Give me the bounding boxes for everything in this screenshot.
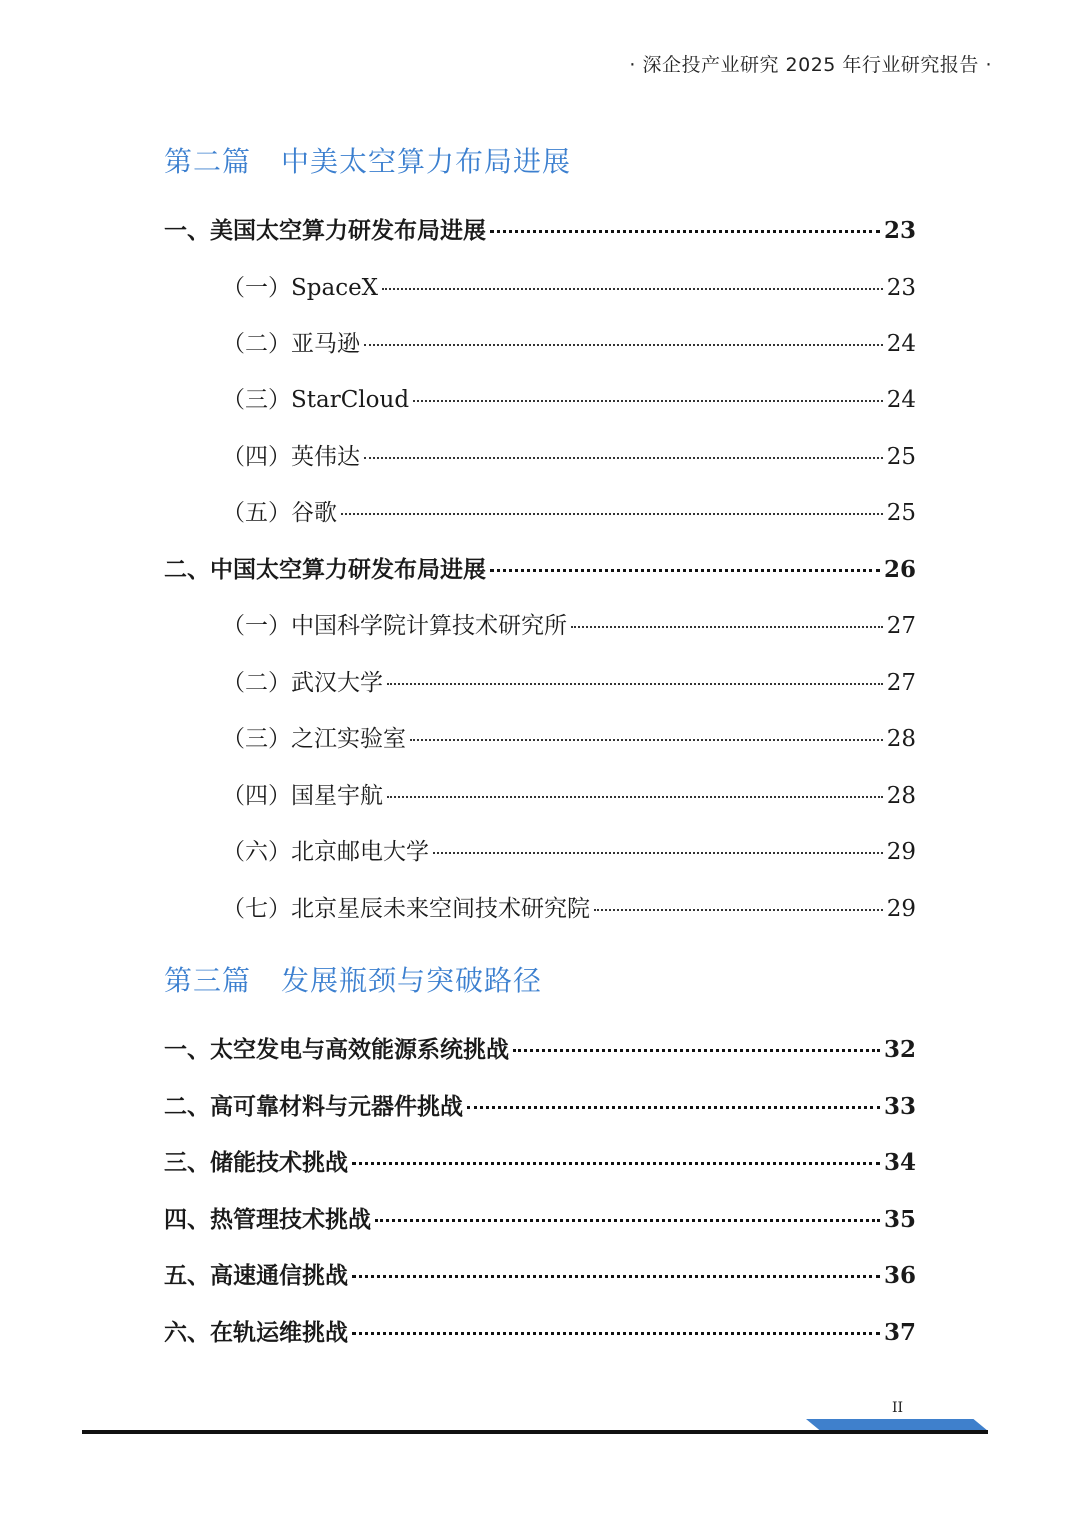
toc-entry-subsection[interactable] <box>222 833 916 867</box>
dot-leader <box>571 626 883 628</box>
toc-entry-title: （一）SpaceX <box>222 275 379 301</box>
part2-label: 第二篇 <box>164 145 252 178</box>
toc-entry-section[interactable] <box>164 551 916 585</box>
dot-leader <box>341 513 883 515</box>
toc-entry-page: 25 <box>886 444 916 470</box>
toc-entry-page: 29 <box>886 839 916 865</box>
toc-entry-page: 29 <box>886 896 916 922</box>
part3-heading <box>164 959 542 999</box>
toc-entry-title: （五）谷歌 <box>222 500 337 526</box>
toc-entry-page: 26 <box>883 556 916 583</box>
dot-leader <box>364 344 883 346</box>
toc-entry-page: 27 <box>886 670 916 696</box>
toc-entry-page: 28 <box>886 783 916 809</box>
toc-entry-page: 28 <box>886 726 916 752</box>
part3-label: 第三篇 <box>164 964 252 997</box>
toc-entry-subsection[interactable] <box>222 720 916 754</box>
toc-entry-title: （二）亚马逊 <box>222 331 360 357</box>
dot-leader <box>352 1275 880 1278</box>
dot-leader <box>410 739 883 741</box>
toc-entry-section[interactable] <box>164 1201 916 1235</box>
toc-entry-title: 二、中国太空算力研发布局进展 <box>164 556 486 583</box>
toc-entry-subsection[interactable] <box>222 438 916 472</box>
toc-entry-page: 24 <box>886 387 916 413</box>
toc-entry-title: 六、在轨运维挑战 <box>164 1319 348 1346</box>
dot-leader <box>433 852 883 854</box>
toc-entry-title: 三、储能技术挑战 <box>164 1149 348 1176</box>
toc-entry-page: 25 <box>886 500 916 526</box>
toc-entry-page: 35 <box>883 1206 916 1233</box>
toc-entry-subsection[interactable] <box>222 777 916 811</box>
dot-leader <box>375 1219 880 1222</box>
toc-entry-page: 33 <box>883 1093 916 1120</box>
footer-rule <box>82 1430 988 1434</box>
dot-leader <box>387 683 883 685</box>
toc-entry-title: 四、热管理技术挑战 <box>164 1206 371 1233</box>
toc-entry-title: （六）北京邮电大学 <box>222 839 429 865</box>
toc-entry-subsection[interactable] <box>222 890 916 924</box>
toc-entry-page: 32 <box>883 1036 916 1063</box>
dot-leader <box>387 796 883 798</box>
toc-entry-title: （四）英伟达 <box>222 444 360 470</box>
toc-entry-subsection[interactable] <box>222 269 916 303</box>
toc-entry-section[interactable] <box>164 212 916 246</box>
toc-entry-title: （三）StarCloud <box>222 387 410 413</box>
part2-heading <box>164 140 571 180</box>
toc-entry-title: （三）之江实验室 <box>222 726 406 752</box>
dot-leader <box>382 288 883 290</box>
dot-leader <box>513 1049 880 1052</box>
toc-entry-subsection[interactable] <box>222 494 916 528</box>
toc-entry-title: 五、高速通信挑战 <box>164 1262 348 1289</box>
toc-entry-subsection[interactable] <box>222 664 916 698</box>
toc-entry-section[interactable] <box>164 1031 916 1065</box>
toc-entry-page: 27 <box>886 613 916 639</box>
toc-entry-subsection[interactable] <box>222 607 916 641</box>
toc-entry-page: 23 <box>886 275 916 301</box>
running-header: · 深企投产业研究 2025 年行业研究报告 · <box>629 54 992 76</box>
dot-leader <box>467 1106 880 1109</box>
toc-entry-page: 37 <box>883 1319 916 1346</box>
page-number: II <box>892 1400 904 1416</box>
toc-entry-section[interactable] <box>164 1257 916 1291</box>
dot-leader <box>352 1332 880 1335</box>
toc-entry-page: 24 <box>886 331 916 357</box>
toc-entry-section[interactable] <box>164 1144 916 1178</box>
toc-entry-title: （四）国星宇航 <box>222 783 383 809</box>
part2-title: 中美太空算力布局进展 <box>281 145 572 178</box>
toc-entry-title: （七）北京星辰未来空间技术研究院 <box>222 896 590 922</box>
dot-leader <box>490 569 880 572</box>
dot-leader <box>352 1162 880 1165</box>
dot-leader <box>364 457 883 459</box>
dot-leader <box>594 909 883 911</box>
toc-entry-section[interactable] <box>164 1314 916 1348</box>
toc-entry-subsection[interactable] <box>222 325 916 359</box>
dot-leader <box>413 400 883 402</box>
toc-entry-title: 二、高可靠材料与元器件挑战 <box>164 1093 463 1120</box>
part3-title: 发展瓶颈与突破路径 <box>281 964 543 997</box>
toc-entry-subsection[interactable] <box>222 381 916 415</box>
toc-entry-title: 一、美国太空算力研发布局进展 <box>164 217 486 244</box>
toc-entry-section[interactable] <box>164 1088 916 1122</box>
toc-entry-title: 一、太空发电与高效能源系统挑战 <box>164 1036 509 1063</box>
toc-entry-title: （一）中国科学院计算技术研究所 <box>222 613 567 639</box>
toc-entry-page: 36 <box>883 1262 916 1289</box>
toc-entry-page: 34 <box>883 1149 916 1176</box>
toc-entry-page: 23 <box>883 217 916 244</box>
toc-entry-title: （二）武汉大学 <box>222 670 383 696</box>
dot-leader <box>490 230 880 233</box>
